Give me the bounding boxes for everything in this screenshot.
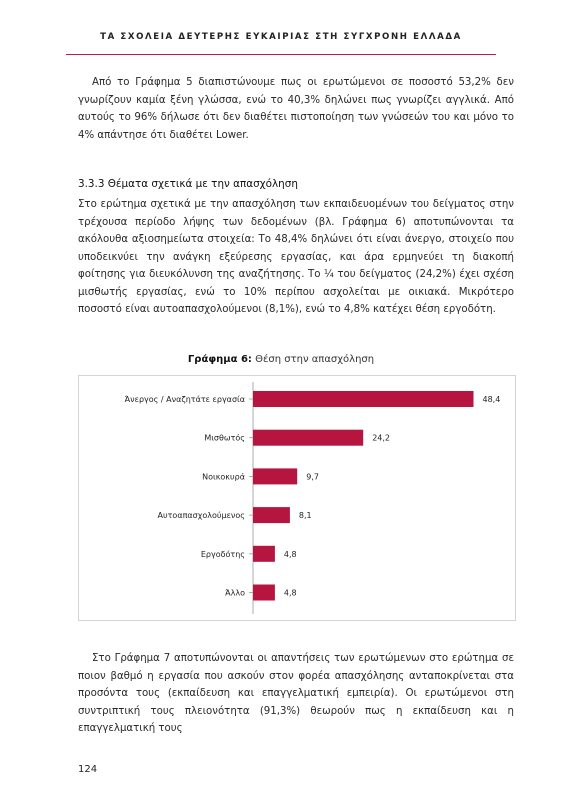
value-label: 24,2 (372, 433, 391, 443)
chart-caption (0, 354, 562, 365)
value-label: 4,8 (283, 549, 297, 559)
value-label: 48,4 (482, 395, 501, 404)
value-label: 8,1 (298, 511, 312, 521)
bar (253, 585, 275, 601)
paragraph-employment: Στο ερώτημα σχετικά με την απασχόληση των εκπαιδευομένων του δείγματος στην τρέχουσα περίοδο λήψης των δεδομένων (βλ. Γράφημα 6) αποτυπώνονται τα ακόλουθα αξιοσημείωτα στοιχεία: Το 48,4% δηλώνει ότι είναι άνεργο, στοιχείο που υποδεικνύει την ανάγκη εξεύρεσης εργασίας, και άρα ερμηνεύει τη διακοπή φοίτησης για διευκόλυνση της αναζήτησης. Το ¼ του δείγματος (24,2%) έχει σχέση μισθωτής εργασίας, ενώ το 10% περίπου ασχολείται με οικιακά. Μικρότερο ποσοστό είναι αυτοαπασχολούμενοι (8,1%), ενώ το 4,8% κατέχει θέση εργοδότη. (78, 199, 514, 315)
employment-chart (78, 375, 516, 621)
value-label: 9,7 (306, 472, 319, 482)
section-heading: 3.3.3 Θέματα σχετικά με την απασχόληση (78, 178, 298, 190)
category-label: Νοικοκυρά (202, 472, 245, 482)
bar (253, 430, 363, 446)
header-divider (66, 54, 496, 55)
employment-bar-chart (79, 376, 515, 620)
chart-caption-number: Γράφημα 6: (187, 354, 252, 365)
category-label: Άνεργος / Αναζητάτε εργασία (124, 395, 245, 404)
running-header: ΤΑ ΣΧΟΛΕΙΑ ΔΕΥΤΕΡΗΣ ΕΥΚΑΙΡΙΑΣ ΣΤΗ ΣΥΓΧΡΟΝΗ ΕΛΛΑΔΑ (100, 32, 462, 42)
chart-caption-text: Θέση στην απασχόληση (251, 354, 375, 365)
value-label: 4,8 (283, 588, 297, 598)
page-number: 124 (78, 764, 98, 775)
bar (253, 507, 290, 523)
category-label: Αυτοαπασχολούμενος (157, 511, 245, 521)
category-label: Μισθωτός (204, 433, 245, 443)
paragraph-chart-7: Στο Γράφημα 7 αποτυπώνονται οι απαντήσεις των ερωτώμενων στο ερώτημα σε ποιον βαθμό η εργασία που ασκούν στον φορέα απασχόλησης ανταποκρίνεται στα προσόντα τους (εκπαίδευση και επαγγελματική εμπειρία). Οι ερωτώμενοι στη συντριπτική τους πλειονότητα (91,3%) θεωρούν πως η εκπαίδευση και η επαγγελματική τους (78, 653, 514, 734)
bar (253, 391, 474, 407)
category-label: Εργοδότης (200, 549, 245, 559)
bar (253, 546, 275, 562)
category-label: Άλλο (225, 588, 245, 598)
bar (253, 468, 297, 484)
paragraph-languages: Από το Γράφημα 5 διαπιστώνουμε πως οι ερωτώμενοι σε ποσοστό 53,2% δεν γνωρίζουν καμία ξένη γλώσσα, ενώ το 40,3% δηλώνει πως γνωρίζει αγγλικά. Από αυτούς το 96% δήλωσε ότι δεν διαθέτει πιστοποίηση των γνώσεών του και μόνο το 4% απάντησε ότι διαθέτει Lower. (78, 77, 514, 141)
